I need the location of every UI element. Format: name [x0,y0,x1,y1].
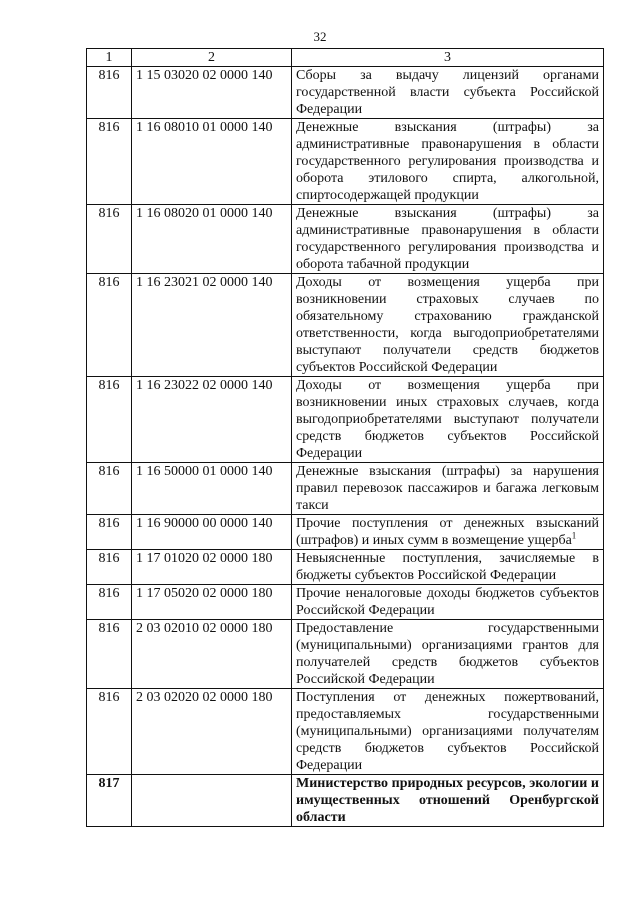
revenue-code-cell: 1 16 23021 02 0000 140 [132,274,292,377]
revenue-code-cell: 2 03 02020 02 0000 180 [132,689,292,775]
header-col-3: 3 [292,49,604,67]
admin-code-cell: 816 [87,689,132,775]
revenue-codes-table [86,48,604,827]
admin-code-cell: 817 [87,775,132,827]
admin-code-cell: 816 [87,463,132,515]
revenue-code-cell: 1 16 50000 01 0000 140 [132,463,292,515]
description-cell [292,515,604,550]
table-row [87,119,604,205]
table-row [87,205,604,274]
table-row [87,274,604,377]
revenue-code-cell: 1 16 08020 01 0000 140 [132,205,292,274]
admin-code-cell: 816 [87,205,132,274]
revenue-code-cell [132,775,292,827]
page-number: 32 [313,29,327,44]
description-cell [292,550,604,585]
description-cell [292,274,604,377]
admin-code-cell: 816 [87,620,132,689]
table-row [87,689,604,775]
footnote-marker: 1 [571,530,577,541]
admin-code-cell: 816 [87,274,132,377]
description-cell [292,620,604,689]
admin-code-cell: 816 [87,67,132,119]
revenue-code-cell: 1 16 23022 02 0000 140 [132,377,292,463]
table-row [87,775,604,827]
description-cell [292,775,604,827]
table-row [87,515,604,550]
table-row [87,463,604,515]
admin-code-cell: 816 [87,515,132,550]
description-cell [292,463,604,515]
table-row [87,377,604,463]
table-row [87,620,604,689]
description-cell [292,205,604,274]
revenue-code-cell: 2 03 02010 02 0000 180 [132,620,292,689]
description-text: Прочие поступления от денежных взысканий (штрафов) и иных сумм в возмещение ущерба [296,516,599,548]
description-text: Невыясненные поступления, зачисляемые в бюджеты субъектов Российской Федерации [296,551,599,583]
admin-code-cell: 816 [87,377,132,463]
description-cell [292,119,604,205]
revenue-code-cell: 1 15 03020 02 0000 140 [132,67,292,119]
description-text: Прочие неналоговые доходы бюджетов субъектов Российской Федерации [296,586,599,618]
description-cell [292,67,604,119]
description-text: Министерство природных ресурсов, экологии и имущественных отношений Оренбургской области [296,776,599,825]
description-text: Денежные взыскания (штрафы) за нарушения правил перевозок пассажиров и багажа легковым такси [296,464,599,513]
table-row [87,550,604,585]
header-col-2: 2 [132,49,292,67]
description-cell [292,585,604,620]
admin-code-cell: 816 [87,585,132,620]
header-col-1: 1 [87,49,132,67]
table-row [87,585,604,620]
table-header-row [87,49,604,67]
revenue-code-cell: 1 17 01020 02 0000 180 [132,550,292,585]
description-text: Поступления от денежных пожертвований, предоставляемых государственными (муниципальными) организациями получателям средств бюджетов субъектов Российской Федерации [296,690,599,773]
table-row [87,67,604,119]
admin-code-cell: 816 [87,119,132,205]
description-cell [292,377,604,463]
description-text: Предоставление государственными (муниципальными) организациями грантов для получателей средств бюджетов субъектов Российской Федерации [296,621,599,687]
revenue-code-cell: 1 16 08010 01 0000 140 [132,119,292,205]
revenue-code-cell: 1 16 90000 00 0000 140 [132,515,292,550]
description-text: Доходы от возмещения ущерба при возникновении страховых случаев по обязательному страхованию гражданской ответственности, когда выгодоприобретателями выступают получатели средств бюджетов субъектов Российской Федерации [296,275,599,375]
description-text: Сборы за выдачу лицензий органами государственной власти субъекта Российской Федерации [296,68,599,117]
description-text: Денежные взыскания (штрафы) за административные правонарушения в области государственного регулирования производства и оборота этилового спирта, алкогольной, спиртосодержащей продукции [296,120,599,203]
description-text: Доходы от возмещения ущерба при возникновении иных страховых случаев, когда выгодоприобретателями выступают получатели средств бюджетов субъектов Российской Федерации [296,378,599,461]
admin-code-cell: 816 [87,550,132,585]
description-text: Денежные взыскания (штрафы) за административные правонарушения в области государственного регулирования производства и оборота табачной продукции [296,206,599,272]
revenue-code-cell: 1 17 05020 02 0000 180 [132,585,292,620]
description-cell [292,689,604,775]
